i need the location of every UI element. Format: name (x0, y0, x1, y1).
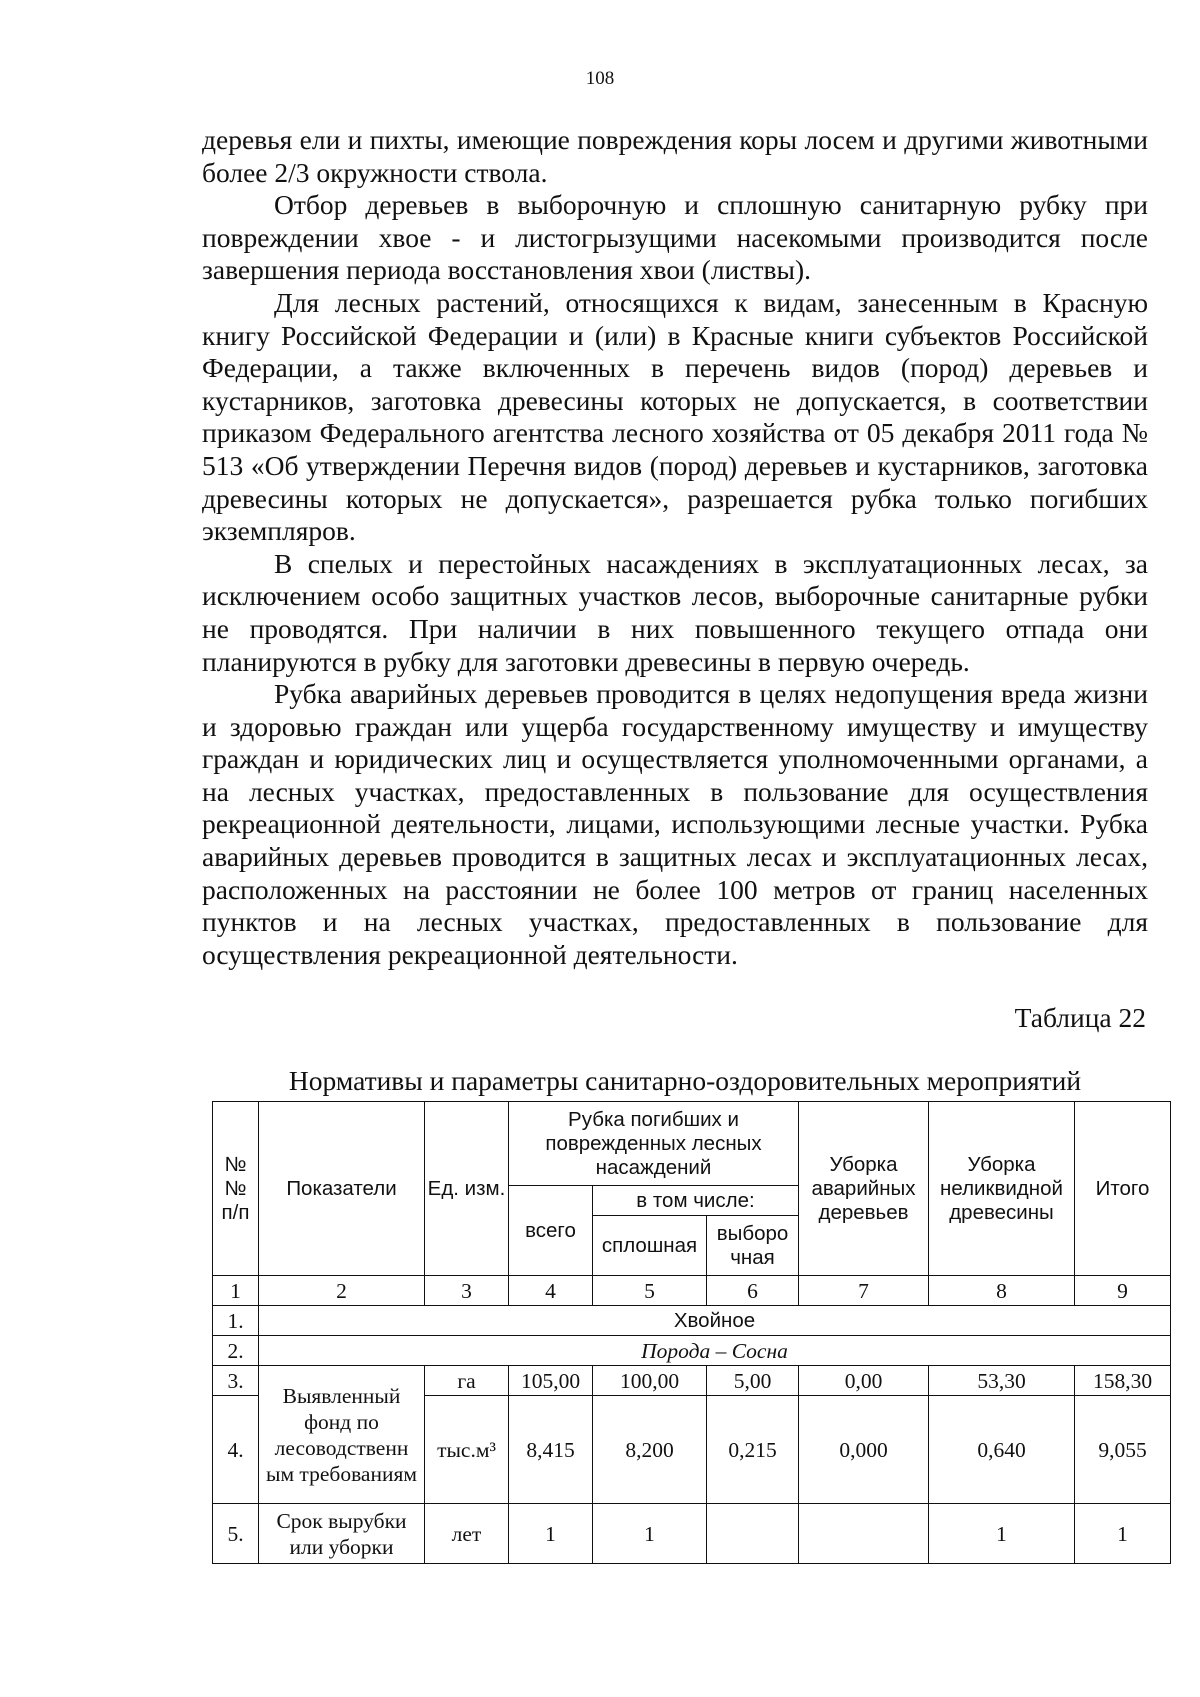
col-number: 7 (799, 1276, 929, 1306)
header-emergency: Уборка аварийных деревьев (799, 1102, 929, 1276)
cell-value: 0,00 (799, 1366, 929, 1396)
header-including: в том числе: (593, 1186, 799, 1216)
header-unit: Ед. изм. (425, 1102, 509, 1276)
norms-table (212, 1101, 1171, 1564)
table-label: Таблица 22 (1014, 1002, 1146, 1033)
col-number: 3 (425, 1276, 509, 1306)
cell-value: 1 (593, 1504, 707, 1564)
cell-value: 8,200 (593, 1396, 707, 1504)
term-label: Срок вырубки или уборки (259, 1504, 425, 1564)
column-numbers-row (213, 1276, 1171, 1306)
page-number: 108 (585, 68, 615, 89)
row-unit: тыс.м³ (425, 1396, 509, 1504)
paragraph: Рубка аварийных деревьев проводится в целях недопущения вреда жизни и здоровью граждан или ущерба государственному имуществу и имуществу граждан и юридических лиц и осуществляется уполномоченными органами, а на лесных участках, предоставленных в пользование для осуществления рекреационной деятельности, лицами, использующими лесные участки. Рубка аварийных деревьев проводится в защитных лесах и эксплуатационных лесах, расположенных на расстоянии не более 100 метров от границ населенных пунктов и на лесных участках, предоставленных в пользование для осуществления рекреационной деятельности. (202, 678, 1148, 970)
body-text (202, 124, 1148, 971)
indicator-label: Выявленный фонд по лесоводственн ым требованиям (259, 1366, 425, 1504)
header-total-all: всего (509, 1186, 593, 1276)
cell-value: 53,30 (929, 1366, 1075, 1396)
cell-value: 105,00 (509, 1366, 593, 1396)
table-row (213, 1336, 1171, 1366)
header-felling: Рубка погибших и поврежденных лесных насаждений (509, 1102, 799, 1186)
header-selective: выборо чная (707, 1216, 799, 1276)
header-clear: сплошная (593, 1216, 707, 1276)
cell-value: 100,00 (593, 1366, 707, 1396)
col-number: 5 (593, 1276, 707, 1306)
header-illiquid: Уборка неликвидной древесины (929, 1102, 1075, 1276)
cell-value (707, 1504, 799, 1564)
paragraph: В спелых и перестойных насаждениях в эксплуатационных лесах, за исключением особо защитных участков лесов, выборочные санитарные рубки не проводятся. При наличии в них повышенного текущего отпада они планируются в рубку для заготовки древесины в первую очередь. (202, 547, 1148, 677)
col-number: 4 (509, 1276, 593, 1306)
header-num: №№ п/п (213, 1102, 259, 1276)
row-num: 4. (213, 1396, 259, 1504)
cell-value: 9,055 (1075, 1396, 1171, 1504)
cell-value: 0,000 (799, 1396, 929, 1504)
table-row (213, 1504, 1171, 1564)
col-number: 2 (259, 1276, 425, 1306)
col-number: 6 (707, 1276, 799, 1306)
table-row (213, 1306, 1171, 1336)
row-unit: га (425, 1366, 509, 1396)
header-indicators: Показатели (259, 1102, 425, 1276)
paragraph: Отбор деревьев в выборочную и сплошную санитарную рубку при повреждении хвое - и листогрызущими насекомыми производится после завершения периода восстановления хвои (листвы). (202, 189, 1148, 286)
table-row (213, 1366, 1171, 1396)
group-label: Хвойное (259, 1306, 1171, 1336)
col-number: 1 (213, 1276, 259, 1306)
row-num: 1. (213, 1306, 259, 1336)
cell-value (799, 1504, 929, 1564)
cell-value: 8,415 (509, 1396, 593, 1504)
cell-value: 0,215 (707, 1396, 799, 1504)
row-num: 3. (213, 1366, 259, 1396)
paragraph: деревья ели и пихты, имеющие повреждения коры лосем и другими животными более 2/3 окружности ствола. (202, 124, 1148, 188)
paragraph: Для лесных растений, относящихся к видам, занесенным в Красную книгу Российской Федерации и (или) в Красные книги субъектов Российской Федерации, а также включенных в перечень видов (пород) деревьев и кустарников, заготовка древесины которых не допускается, в соответствии приказом Федерального агентства лесного хозяйства от 05 декабря 2011 года № 513 «Об утверждении Перечня видов (пород) деревьев и кустарников, заготовка древесины которых не допускается», разрешается рубка только погибших экземпляров. (202, 286, 1148, 547)
header-total: Итого (1075, 1102, 1171, 1276)
cell-value: 158,30 (1075, 1366, 1171, 1396)
cell-value: 5,00 (707, 1366, 799, 1396)
cell-value: 0,640 (929, 1396, 1075, 1504)
cell-value: 1 (509, 1504, 593, 1564)
col-number: 9 (1075, 1276, 1171, 1306)
cell-value: 1 (929, 1504, 1075, 1564)
row-num: 2. (213, 1336, 259, 1366)
col-number: 8 (929, 1276, 1075, 1306)
table-title: Нормативы и параметры санитарно-оздоровительных мероприятий (288, 1065, 1082, 1096)
row-unit: лет (425, 1504, 509, 1564)
cell-value: 1 (1075, 1504, 1171, 1564)
species-label: Порода – Сосна (259, 1336, 1171, 1366)
row-num: 5. (213, 1504, 259, 1564)
